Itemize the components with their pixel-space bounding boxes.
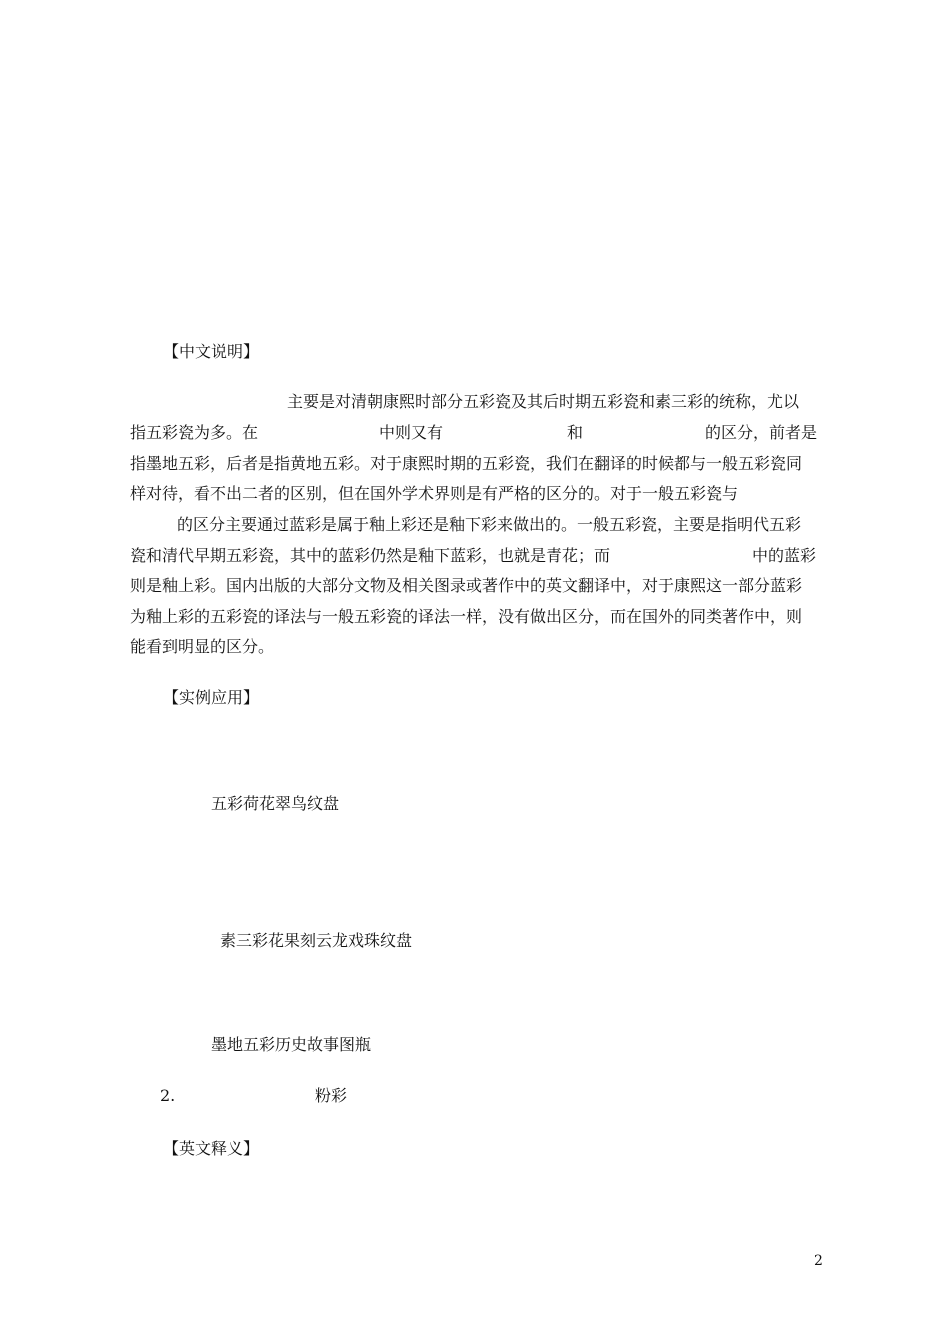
item-number: 2. (160, 1086, 176, 1105)
paragraph-line-3: 指墨地五彩，后者是指黄地五彩。对于康熙时期的五彩瓷，我们在翻译的时候都与一般五彩瓷同 (130, 454, 803, 473)
paragraph-line-6b: 中的蓝彩 (752, 546, 817, 565)
paragraph-line-1: 主要是对清朝康熙时部分五彩瓷及其后时期五彩瓷和素三彩的统称，尤以 (287, 392, 800, 411)
paragraph-line-4: 样对待，看不出二者的区别，但在国外学术界则是有严格的区分的。对于一般五彩瓷与 (130, 484, 739, 503)
paragraph-line-5: 的区分主要通过蓝彩是属于釉上彩还是釉下彩来做出的。一般五彩瓷，主要是指明代五彩 (177, 515, 802, 534)
example-caption-1: 五彩荷花翠鸟纹盘 (211, 794, 340, 813)
paragraph-line-9: 能看到明显的区分。 (130, 637, 275, 656)
paragraph-line-8: 为釉上彩的五彩瓷的译法与一般五彩瓷的译法一样，没有做出区分，而在国外的同类著作中，则 (130, 607, 803, 626)
item-term: 粉彩 (315, 1086, 348, 1105)
section-heading-chinese: 【中文说明】 (163, 342, 260, 361)
paragraph-line-2d: 的区分，前者是 (705, 423, 818, 442)
paragraph-line-2a: 指五彩瓷为多。在 (130, 423, 259, 442)
paragraph-line-6: 瓷和清代早期五彩瓷，其中的蓝彩仍然是釉下蓝彩，也就是青花；而 (130, 546, 611, 565)
page-number: 2 (814, 1253, 823, 1269)
paragraph-line-2b: 中则又有 (379, 423, 444, 442)
paragraph-line-7: 则是釉上彩。国内出版的大部分文物及相关图录或著作中的英文翻译中，对于康熙这一部分蓝彩 (130, 576, 803, 595)
paragraph-line-2c: 和 (567, 423, 584, 442)
section-heading-example: 【实例应用】 (163, 688, 260, 707)
example-caption-3: 墨地五彩历史故事图瓶 (211, 1035, 372, 1054)
section-heading-english: 【英文释义】 (163, 1139, 260, 1158)
example-caption-2: 素三彩花果刻云龙戏珠纹盘 (220, 931, 413, 950)
